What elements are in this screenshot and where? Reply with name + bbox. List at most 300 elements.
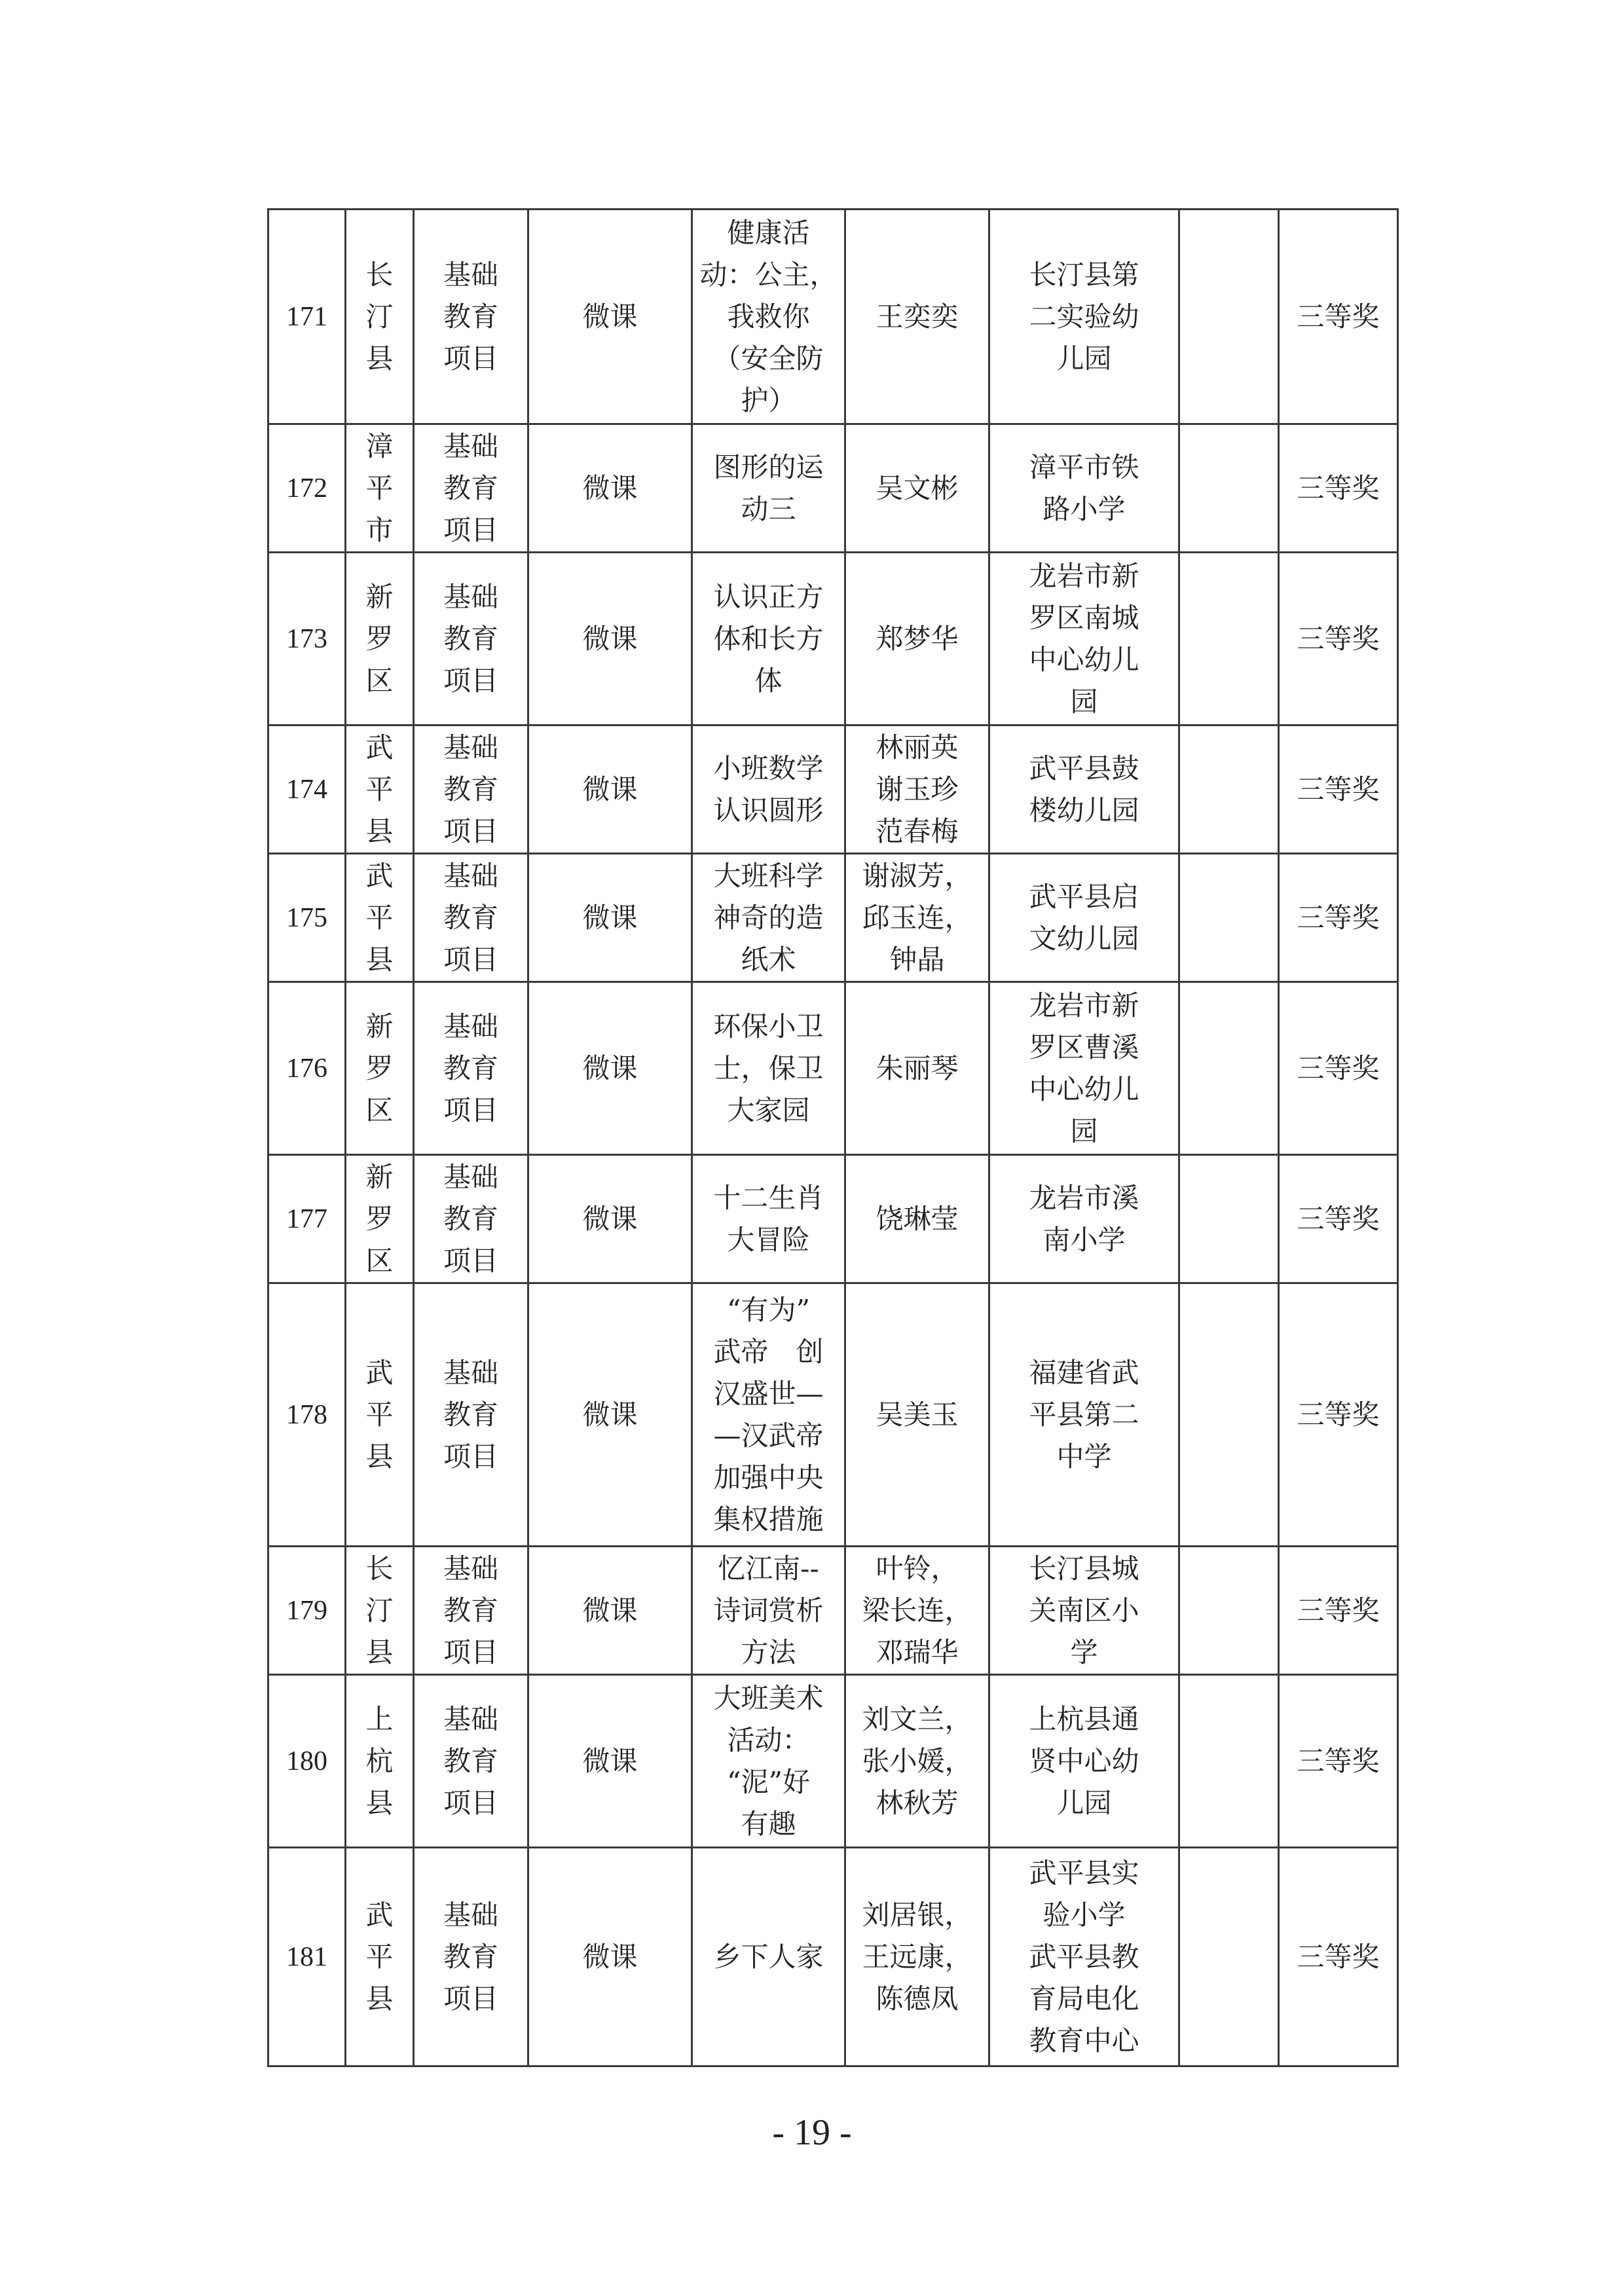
title-cell-lines [713,1678,823,1845]
title-cell-line: 汉盛世— [713,1377,824,1410]
authors-cell [845,854,989,982]
category-cell [414,553,528,725]
region-cell-line: 长 [365,258,394,291]
title-cell-lines [713,1548,823,1674]
title-cell [692,1848,845,2066]
region-cell-lines [365,1548,393,1674]
title-cell-lines [699,212,837,422]
category-cell-line: 教育 [443,1052,498,1084]
authors-cell-line: 邓瑞华 [876,1636,959,1668]
unit-cell-line: 上杭县通 [1029,1702,1139,1735]
awards-table [267,208,1399,2067]
unit-cell-lines [1029,1852,1139,2062]
region-cell-line: 武 [365,1356,394,1389]
region-cell-line: 县 [365,815,394,847]
category-cell-line: 教育 [443,300,498,333]
authors-cell [845,1283,989,1547]
region-cell [346,424,414,553]
unit-cell-lines [1029,748,1139,832]
award-cell: 三等奖 [1279,210,1398,424]
title-cell-line: “泥”好 [727,1765,810,1798]
title-cell-lines [713,1177,823,1261]
unit-cell [989,210,1179,424]
category-cell-line: 教育 [443,773,498,805]
category-cell-line: 教育 [443,1594,498,1626]
unit-cell [989,725,1179,854]
unit-cell-lines [1029,1698,1139,1824]
unit-cell-line: 贤中心幼 [1029,1744,1139,1777]
category-cell [414,982,528,1155]
category-cell-line: 项目 [443,1636,498,1668]
row-number: 175 [268,854,346,982]
authors-cell [845,210,989,424]
region-cell-line: 漳 [365,430,394,462]
category-cell-line: 基础 [443,1160,498,1193]
remark-cell [1179,854,1279,982]
authors-cell [845,553,989,725]
authors-cell-line: 王奕奕 [876,300,959,333]
region-cell-line: 区 [365,664,394,697]
title-cell [692,1283,845,1547]
type-cell: 微课 [528,553,692,725]
authors-cell-lines [862,855,972,981]
category-cell-lines [443,1894,498,2020]
region-cell-lines [365,576,393,702]
category-cell-lines [443,855,498,981]
table-row [268,725,1398,854]
title-cell-line: 大家园 [727,1093,810,1126]
region-cell-line: 区 [365,1244,394,1277]
authors-cell-line: 谢玉珍 [876,773,959,805]
unit-cell-line: 中心幼儿 [1029,1073,1139,1105]
region-cell-line: 平 [365,773,394,805]
region-cell-line: 县 [365,1786,394,1819]
unit-cell-line: 学 [1070,1636,1098,1668]
unit-cell [989,1283,1179,1547]
authors-cell-lines [862,1548,972,1674]
category-cell [414,424,528,553]
title-cell-line: 图形的运 [713,450,824,483]
region-cell [346,1155,414,1283]
category-cell-line: 基础 [443,430,498,462]
unit-cell-lines [1029,1177,1139,1261]
region-cell-line: 县 [365,1982,394,2015]
region-cell-lines [365,254,393,380]
unit-cell-line: 罗区曹溪 [1029,1031,1139,1063]
authors-cell-lines [876,296,958,338]
authors-cell-line: 钟晶 [889,943,945,976]
unit-cell-line: 龙岩市新 [1029,559,1139,592]
title-cell-line: 纸术 [741,943,796,976]
row-number: 176 [268,982,346,1155]
category-cell [414,1675,528,1848]
region-cell-line: 新 [365,1160,394,1193]
table-row [268,1848,1398,2066]
unit-cell-line: 长汀县第 [1029,258,1139,291]
table-row [268,553,1398,725]
unit-cell-lines [1029,555,1139,723]
region-cell [346,1283,414,1547]
region-cell-line: 新 [365,580,394,613]
title-cell-line: 体和长方 [713,622,824,655]
region-cell-line: 杭 [365,1744,394,1777]
title-cell-line: 体 [754,664,783,697]
authors-cell-lines [876,1048,958,1090]
unit-cell-line: 楼幼儿园 [1029,794,1139,826]
category-cell-line: 教育 [443,1940,498,1973]
unit-cell-line: 福建省武 [1029,1356,1139,1389]
type-cell: 微课 [528,1283,692,1547]
category-cell [414,1547,528,1675]
title-cell-line: “有为” [727,1293,810,1326]
category-cell-line: 项目 [443,513,498,546]
category-cell-line: 项目 [443,342,498,375]
title-cell-line: 神奇的造 [713,901,824,934]
region-cell-lines [365,1352,393,1478]
category-cell [414,725,528,854]
unit-cell-line: 中学 [1056,1440,1112,1473]
authors-cell [845,1675,989,1848]
title-cell-line: 武帝 创 [713,1335,824,1368]
unit-cell [989,1675,1179,1848]
category-cell-lines [443,1352,498,1478]
category-cell-line: 教育 [443,471,498,504]
title-cell-line: 动：公主， [699,258,838,291]
unit-cell-line: 罗区南城 [1029,601,1139,634]
remark-cell [1179,210,1279,424]
region-cell-line: 新 [365,1010,394,1042]
title-cell-lines [713,1289,823,1541]
region-cell-line: 平 [365,1398,394,1431]
unit-cell-lines [1029,876,1139,960]
award-cell: 三等奖 [1279,1848,1398,2066]
type-cell: 微课 [528,1675,692,1848]
table-row [268,1155,1398,1283]
remark-cell [1179,1848,1279,2066]
region-cell-line: 平 [365,1940,394,1973]
authors-cell-lines [862,1894,972,2020]
region-cell-line: 罗 [365,1202,394,1235]
category-cell-line: 教育 [443,622,498,655]
unit-cell-line: 龙岩市溪 [1029,1181,1139,1214]
unit-cell-line: 武平县鼓 [1029,752,1139,784]
unit-cell-lines [1029,254,1139,380]
title-cell [692,982,845,1155]
table-body [268,210,1398,2066]
row-number: 171 [268,210,346,424]
region-cell-line: 县 [365,943,394,976]
type-cell: 微课 [528,1848,692,2066]
category-cell-line: 项目 [443,1982,498,2015]
remark-cell [1179,1675,1279,1848]
authors-cell [845,725,989,854]
unit-cell-lines [1029,1548,1139,1674]
authors-cell-line: 邱玉连， [862,901,972,934]
title-cell-line: 忆江南-- [718,1552,819,1585]
region-cell-line: 市 [365,513,394,546]
region-cell-line: 武 [365,859,394,892]
remark-cell [1179,1547,1279,1675]
category-cell [414,210,528,424]
unit-cell [989,1155,1179,1283]
region-cell-line: 长 [365,1552,394,1585]
remark-cell [1179,424,1279,553]
region-cell-line: 武 [365,731,394,763]
unit-cell-line: 武平县启 [1029,880,1139,913]
region-cell-lines [365,855,393,981]
category-cell-line: 基础 [443,731,498,763]
unit-cell-line: 武平县实 [1029,1856,1139,1889]
award-cell: 三等奖 [1279,553,1398,725]
title-cell [692,424,845,553]
table-row [268,1283,1398,1547]
authors-cell-line: 刘文兰， [862,1702,972,1735]
unit-cell [989,1848,1179,2066]
authors-cell-lines [876,727,958,853]
category-cell-line: 项目 [443,664,498,697]
category-cell-line: 教育 [443,901,498,934]
category-cell-lines [443,1156,498,1282]
title-cell-line: 方法 [741,1636,796,1668]
region-cell-line: 县 [365,1636,394,1668]
authors-cell-line: 林丽英 [876,731,959,763]
remark-cell [1179,725,1279,854]
award-cell: 三等奖 [1279,854,1398,982]
unit-cell-line: 文幼儿园 [1029,922,1139,955]
title-cell-line: 我救你 [727,300,810,333]
unit-cell-line: 漳平市铁 [1029,450,1139,483]
title-cell-line: —汉武帝 [713,1419,824,1452]
unit-cell-line: 南小学 [1043,1223,1126,1256]
category-cell-lines [443,1698,498,1824]
region-cell [346,1848,414,2066]
title-cell-line: 护） [741,384,796,416]
unit-cell-line: 关南区小 [1029,1594,1139,1626]
unit-cell-line: 园 [1070,1114,1098,1147]
type-cell: 微课 [528,854,692,982]
title-cell-lines [713,855,823,981]
region-cell-line: 平 [365,471,394,504]
title-cell-lines [713,1006,823,1131]
unit-cell-line: 二实验幼 [1029,300,1139,333]
remark-cell [1179,982,1279,1155]
title-cell-line: 士，保卫 [713,1052,824,1084]
row-number: 181 [268,1848,346,2066]
table-row [268,1675,1398,1848]
remark-cell [1179,1283,1279,1547]
category-cell-line: 基础 [443,258,498,291]
title-cell [692,1675,845,1848]
type-cell: 微课 [528,725,692,854]
authors-cell-lines [862,1698,972,1824]
title-cell-line: 动三 [741,492,796,525]
page-number: - 19 - [772,2112,852,2153]
title-cell [692,210,845,424]
region-cell-line: 汀 [365,1594,394,1626]
category-cell-lines [443,576,498,702]
authors-cell-line: 吴美玉 [876,1398,959,1431]
row-number: 172 [268,424,346,553]
table-row [268,424,1398,553]
unit-cell-line: 儿园 [1056,342,1112,375]
authors-cell-lines [876,1394,958,1436]
region-cell-lines [365,1006,393,1131]
authors-cell-line: 林秋芳 [876,1786,959,1819]
category-cell-lines [443,727,498,853]
category-cell-line: 项目 [443,1786,498,1819]
unit-cell-line: 武平县教 [1029,1940,1139,1973]
type-cell: 微课 [528,982,692,1155]
title-cell-line: 大班科学 [713,859,824,892]
title-cell-lines [713,447,823,530]
table-row [268,982,1398,1155]
unit-cell [989,982,1179,1155]
category-cell-line: 基础 [443,1010,498,1042]
authors-cell-lines [876,618,958,660]
authors-cell-line: 谢淑芳， [862,859,972,892]
region-cell [346,1547,414,1675]
category-cell-line: 教育 [443,1398,498,1431]
authors-cell-line: 郑梦华 [876,622,959,655]
award-cell: 三等奖 [1279,1283,1398,1547]
category-cell-lines [443,1006,498,1131]
region-cell-line: 县 [365,1440,394,1473]
category-cell-line: 教育 [443,1202,498,1235]
category-cell-line: 基础 [443,1552,498,1585]
title-cell [692,553,845,725]
unit-cell-line: 中心幼儿 [1029,643,1139,676]
category-cell-line: 基础 [443,1702,498,1735]
category-cell-line: 基础 [443,859,498,892]
unit-cell [989,553,1179,725]
unit-cell-line: 长汀县城 [1029,1552,1139,1585]
authors-cell-line: 梁长连， [862,1594,972,1626]
award-cell: 三等奖 [1279,1675,1398,1848]
title-cell [692,1155,845,1283]
title-cell [692,725,845,854]
award-cell: 三等奖 [1279,982,1398,1155]
authors-cell-line: 范春梅 [876,815,959,847]
region-cell-lines [365,426,393,551]
authors-cell-line: 王远康， [862,1940,972,1973]
row-number: 179 [268,1547,346,1675]
region-cell-line: 罗 [365,1052,394,1084]
title-cell-lines [713,1936,823,1978]
title-cell-line: 诗词赏析 [713,1594,824,1626]
authors-cell-line: 朱丽琴 [876,1052,959,1084]
category-cell [414,1848,528,2066]
title-cell-line: 乡下人家 [713,1940,824,1973]
title-cell-line: 活动： [727,1723,810,1756]
title-cell-line: 认识正方 [713,580,824,613]
authors-cell-line: 叶铃， [876,1552,959,1585]
authors-cell [845,1155,989,1283]
category-cell-line: 项目 [443,1440,498,1473]
unit-cell-line: 路小学 [1043,492,1126,525]
category-cell-lines [443,426,498,551]
category-cell-line: 教育 [443,1744,498,1777]
authors-cell-lines [876,468,958,509]
region-cell [346,1675,414,1848]
region-cell [346,854,414,982]
remark-cell [1179,553,1279,725]
remark-cell [1179,1155,1279,1283]
unit-cell-lines [1029,1352,1139,1478]
region-cell [346,982,414,1155]
unit-cell [989,1547,1179,1675]
authors-cell [845,424,989,553]
category-cell [414,854,528,982]
region-cell-line: 汀 [365,300,394,333]
unit-cell-line: 育局电化 [1029,1982,1139,2015]
title-cell-line: 十二生肖 [713,1181,824,1214]
category-cell-line: 项目 [443,1244,498,1277]
category-cell-line: 基础 [443,1898,498,1931]
title-cell-lines [713,748,823,832]
row-number: 180 [268,1675,346,1848]
region-cell-line: 区 [365,1093,394,1126]
row-number: 177 [268,1155,346,1283]
authors-cell-line: 饶琳莹 [876,1202,959,1235]
title-cell-line: 小班数学 [713,752,824,784]
region-cell-line: 平 [365,901,394,934]
category-cell-lines [443,1548,498,1674]
unit-cell-line: 平县第二 [1029,1398,1139,1431]
title-cell-line: 加强中央 [713,1461,824,1494]
row-number: 178 [268,1283,346,1547]
region-cell [346,210,414,424]
award-cell: 三等奖 [1279,1155,1398,1283]
title-cell [692,854,845,982]
table-row [268,1547,1398,1675]
authors-cell-line: 陈德凤 [876,1982,959,2015]
region-cell-lines [365,1894,393,2020]
category-cell-line: 项目 [443,943,498,976]
category-cell-line: 项目 [443,1093,498,1126]
region-cell [346,553,414,725]
region-cell-line: 上 [365,1702,394,1735]
type-cell: 微课 [528,210,692,424]
region-cell-line: 罗 [365,622,394,655]
region-cell-lines [365,1698,393,1824]
title-cell-line: 大冒险 [727,1223,810,1256]
region-cell-line: 武 [365,1898,394,1931]
authors-cell [845,1547,989,1675]
unit-cell [989,424,1179,553]
authors-cell [845,982,989,1155]
unit-cell-lines [1029,447,1139,530]
title-cell-line: （安全防 [713,342,824,375]
unit-cell [989,854,1179,982]
table-row [268,210,1398,424]
authors-cell-line: 刘居银， [862,1898,972,1931]
category-cell-line: 项目 [443,815,498,847]
unit-cell-line: 教育中心 [1029,2024,1139,2057]
title-cell-lines [713,576,823,702]
award-cell: 三等奖 [1279,725,1398,854]
authors-cell-line: 吴文彬 [876,471,959,504]
title-cell-line: 大班美术 [713,1681,824,1714]
authors-cell-line: 张小媛， [862,1744,972,1777]
category-cell-line: 基础 [443,580,498,613]
category-cell-lines [443,254,498,380]
title-cell-line: 有趣 [741,1807,796,1840]
row-number: 173 [268,553,346,725]
title-cell-line: 环保小卫 [713,1010,824,1042]
region-cell-lines [365,727,393,853]
unit-cell-line: 验小学 [1043,1898,1126,1931]
table-row [268,854,1398,982]
